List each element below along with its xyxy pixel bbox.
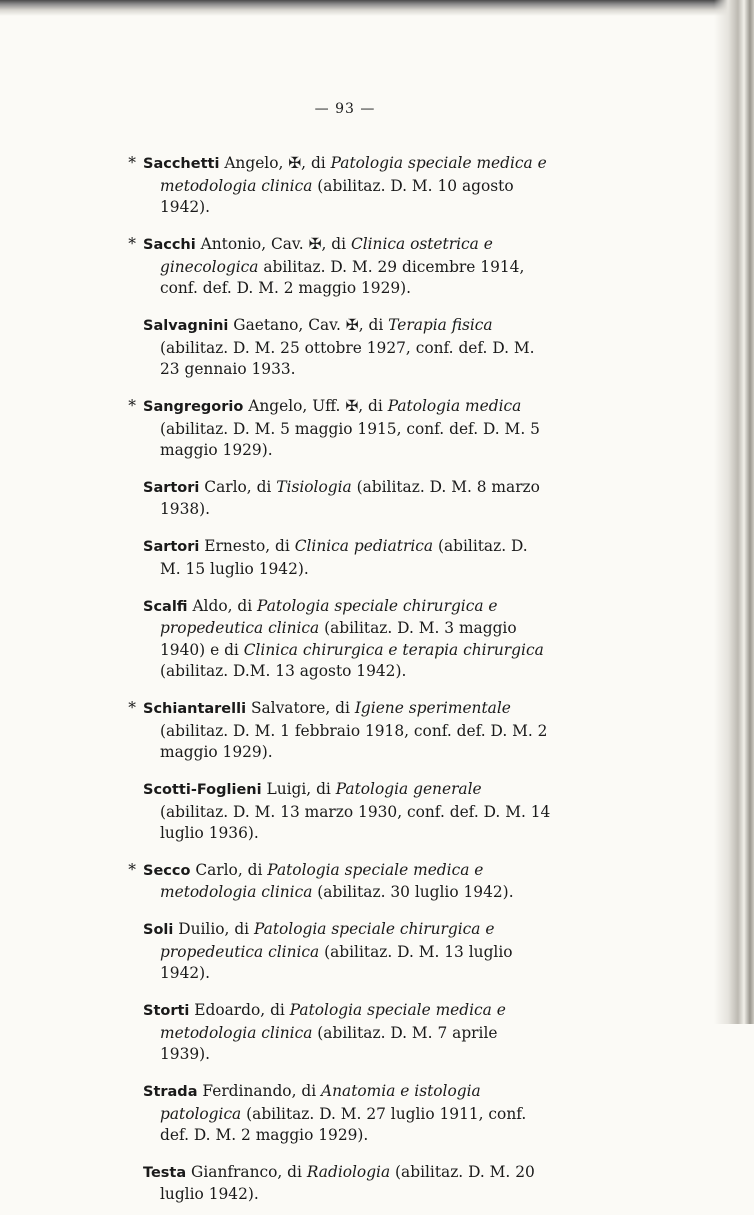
page-top-edge-shadow — [0, 0, 754, 16]
entry-text: (abilitaz. D. M. 7 aprile 1939). — [160, 1023, 498, 1064]
entry-text: (abilitaz. D.M. 13 agosto 1942). — [160, 662, 407, 681]
list-item — [128, 153, 552, 219]
entry-subject: Patologia medica — [387, 397, 522, 416]
entry-text: (abilitaz. D. M. 10 agosto 1942). — [160, 176, 514, 217]
list-item — [128, 860, 552, 904]
entry-text: Ernesto, di — [199, 537, 295, 556]
list-item — [128, 396, 552, 462]
entry-list — [0, 138, 754, 1215]
list-item — [128, 234, 552, 300]
entry-surname: Soli — [143, 922, 174, 939]
entry-text: Salvatore, di — [246, 699, 355, 718]
entry-subject: Igiene sperimentale — [354, 699, 511, 718]
entry-surname: Sacchetti — [143, 156, 220, 173]
entry-surname: Testa — [143, 1164, 187, 1181]
entry-surname: Storti — [143, 1003, 190, 1020]
entry-surname: Sangregorio — [143, 399, 244, 416]
entry-text: Gaetano, Cav. ✠, di — [228, 316, 389, 335]
list-item — [143, 779, 552, 845]
list-item — [128, 698, 552, 764]
entry-text: (abilitaz. D. M. 5 maggio 1915, conf. def. D. M. 5 maggio 1929). — [160, 419, 540, 460]
entry-subject: Tisiologia — [276, 477, 352, 496]
entry-text: Gianfranco, di — [186, 1162, 307, 1181]
entry-surname: Schiantarelli — [143, 701, 247, 718]
entry-surname: Secco — [143, 862, 191, 879]
honor-asterisk: * — [128, 235, 136, 254]
entry-subject: Clinica pediatrica — [294, 537, 434, 556]
entry-subject: Anatomia e istologia patologica — [160, 1082, 481, 1123]
entry-subject: Patologia speciale chirurgica e propedeutica clinica — [160, 596, 498, 638]
list-item — [143, 1000, 552, 1066]
entry-surname: Strada — [143, 1084, 198, 1101]
entry-surname: Sartori — [143, 539, 200, 556]
entry-surname: Scalfi — [143, 598, 188, 615]
entry-text: Angelo, ✠, di — [219, 154, 331, 173]
entry-subject: Radiologia — [306, 1162, 391, 1181]
entry-surname: Scotti-Foglieni — [143, 782, 262, 799]
entry-text: (abilitaz. D. M. 8 marzo 1938). — [160, 477, 540, 519]
entry-subject: Patologia speciale medica e metodologia clinica — [160, 154, 547, 195]
honor-asterisk: * — [128, 699, 136, 718]
entry-text: (abilitaz. D. M. 1 febbraio 1918, conf. def. D. M. 2 maggio 1929). — [160, 721, 548, 762]
entry-subject: Patologia speciale medica e metodologia clinica — [160, 1001, 506, 1042]
entry-subject: Patologia speciale chirurgica e propedeutica clinica — [160, 920, 495, 961]
entry-text: Ferdinando, di — [197, 1082, 322, 1101]
entry-surname: Sacchi — [143, 237, 196, 254]
entry-text: Angelo, Uff. ✠, di — [243, 397, 388, 416]
list-item — [143, 1081, 552, 1147]
entry-surname: Sartori — [143, 479, 200, 496]
entry-text: (abilitaz. D. M. 13 marzo 1930, conf. def. D. M. 14 luglio 1936). — [160, 802, 551, 843]
entry-text: Antonio, Cav. ✠, di — [195, 235, 351, 254]
entry-text: (abilitaz. D. M. 3 maggio 1940) e di — [160, 619, 517, 659]
entry-subject: Patologia generale — [335, 780, 482, 799]
entry-subject: Patologia speciale medica e metodologia clinica — [160, 860, 484, 902]
page-number: — 93 — — [314, 101, 376, 117]
list-item — [143, 477, 552, 521]
entry-text: Luigi, di — [261, 780, 336, 799]
list-item — [143, 596, 552, 683]
entry-surname: Salvagnini — [143, 318, 229, 335]
honor-asterisk: * — [128, 397, 136, 416]
entry-text: Carlo, di — [199, 477, 277, 496]
entry-text: (abilitaz. D. M. 27 luglio 1911, conf. def. D. M. 2 maggio 1929). — [160, 1104, 527, 1145]
list-item — [143, 919, 552, 985]
list-item — [143, 315, 552, 381]
entry-text: abilitaz. D. M. 29 dicembre 1914, conf. def. D. M. 2 maggio 1929). — [160, 257, 525, 298]
honor-asterisk: * — [128, 860, 136, 879]
entry-text: Aldo, di — [187, 596, 258, 615]
entry-text: (abilitaz. D. M. 13 luglio 1942). — [160, 942, 513, 983]
entry-text: (abilitaz. 30 luglio 1942). — [312, 883, 514, 902]
entry-text: (abilitaz. D. M. 15 luglio 1942). — [160, 537, 528, 578]
entry-subject: Clinica ostetrica e ginecologica — [160, 235, 493, 276]
entry-subject-secondary: Clinica chirurgica e terapia chirurgica — [243, 640, 544, 659]
entry-text: Duilio, di — [173, 920, 254, 939]
entry-text: (abilitaz. D. M. 25 ottobre 1927, conf. def. D. M. 23 gennaio 1933. — [160, 338, 535, 379]
entry-text: Carlo, di — [190, 860, 268, 879]
honor-asterisk: * — [128, 154, 136, 173]
list-item — [143, 536, 552, 580]
entry-text: Edoardo, di — [189, 1001, 290, 1020]
list-item — [143, 1162, 552, 1206]
entry-text: (abilitaz. D. M. 20 luglio 1942). — [160, 1162, 535, 1204]
entry-subject: Terapia fisica — [388, 316, 493, 335]
